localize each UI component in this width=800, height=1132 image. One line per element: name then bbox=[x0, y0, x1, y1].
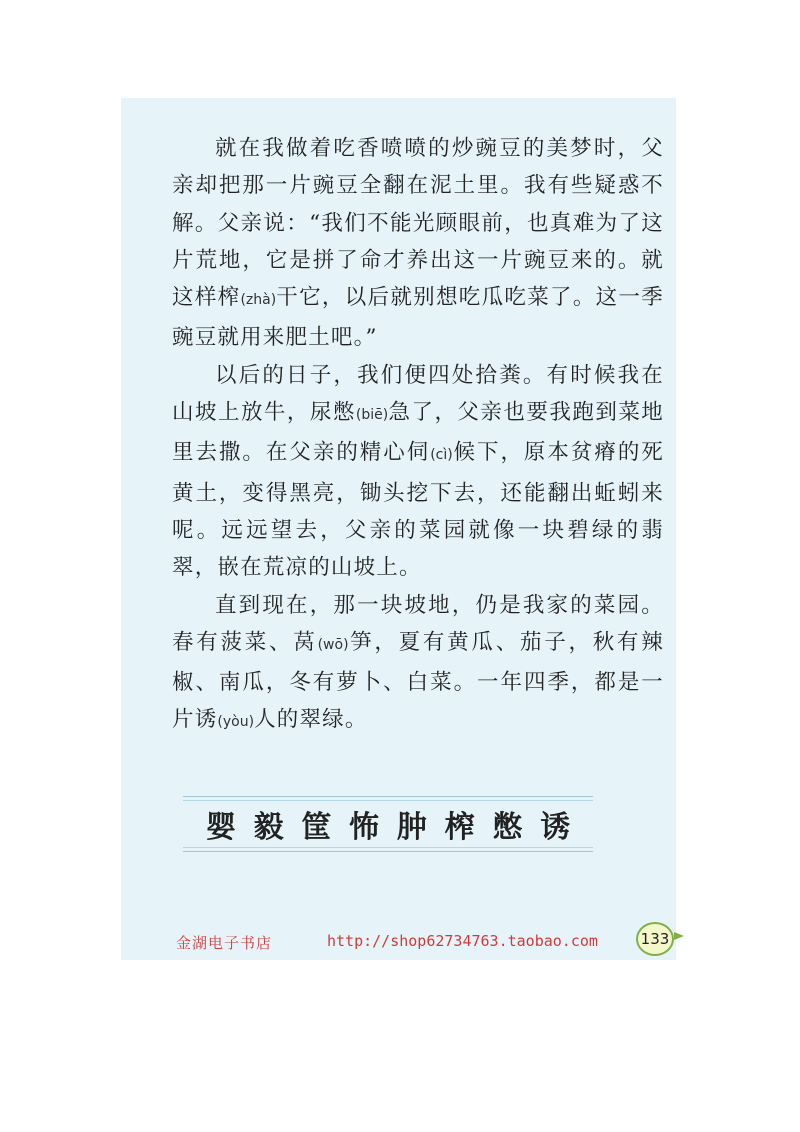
page-tab-icon bbox=[674, 932, 684, 940]
pinyin-annotation: (cì) bbox=[430, 447, 453, 464]
page-number-badge bbox=[636, 922, 674, 956]
story-text bbox=[172, 130, 664, 742]
text-run: 人的翠绿。 bbox=[254, 707, 368, 733]
text-run: 笋，夏有黄瓜、茄子，秋有辣椒、南瓜，冬有萝卜、白菜。一年四季，都是一片诱 bbox=[172, 629, 664, 733]
page-number: 133 bbox=[640, 930, 670, 948]
text-run: 就在我做着吃香喷喷的炒豌豆的美梦时，父亲却把那一片豌豆全翻在泥土里。我有些疑惑不解。父亲说：“我们不能光顾眼前，也真难为了这片荒地，它是拼了命才养出这一片豌豆来的。就这样榨 bbox=[172, 136, 664, 311]
new-character: 筐 bbox=[301, 810, 332, 845]
new-character: 怖 bbox=[349, 810, 380, 845]
new-character: 憋 bbox=[492, 810, 523, 845]
text-run: 候下，原本贫瘠的死黄土，变得黑亮，锄头挖下去，还能翻出蚯蚓来呢。远远望去，父亲的菜园就像一块碧绿的翡翠，嵌在荒凉的山坡上。 bbox=[172, 440, 664, 581]
pinyin-annotation: (zhà) bbox=[240, 292, 277, 309]
new-character: 毅 bbox=[253, 810, 284, 845]
new-character: 诱 bbox=[540, 810, 571, 845]
footer bbox=[0, 922, 800, 962]
new-character: 婴 bbox=[205, 810, 236, 845]
pinyin-annotation: (wō) bbox=[317, 636, 349, 653]
new-character: 肿 bbox=[396, 810, 427, 845]
text-run: 直到现在，那一块坡地，仍是我家的菜园。春有菠菜、莴 bbox=[172, 592, 664, 655]
text-run: 急了，父亲也要我跑到菜地里去撒。在父亲的精心伺 bbox=[172, 400, 664, 466]
paragraph-3 bbox=[172, 587, 664, 742]
new-characters-box bbox=[183, 796, 593, 852]
store-url: http://shop62734763.taobao.com bbox=[327, 932, 598, 950]
pinyin-annotation: (yòu) bbox=[217, 714, 255, 731]
text-run: 以后的日子，我们便四处拾粪。有时候我在山坡上放牛，尿憋 bbox=[172, 362, 664, 426]
paragraph-1 bbox=[172, 130, 664, 357]
text-run: 干它，以后就别想吃瓜吃菜了。这一季豌豆就用来肥土吧。” bbox=[172, 285, 665, 351]
paragraph-2 bbox=[172, 357, 664, 587]
pinyin-annotation: (biē) bbox=[355, 407, 389, 424]
new-character: 榨 bbox=[444, 810, 475, 845]
store-name: 金湖电子书店 bbox=[176, 934, 273, 952]
